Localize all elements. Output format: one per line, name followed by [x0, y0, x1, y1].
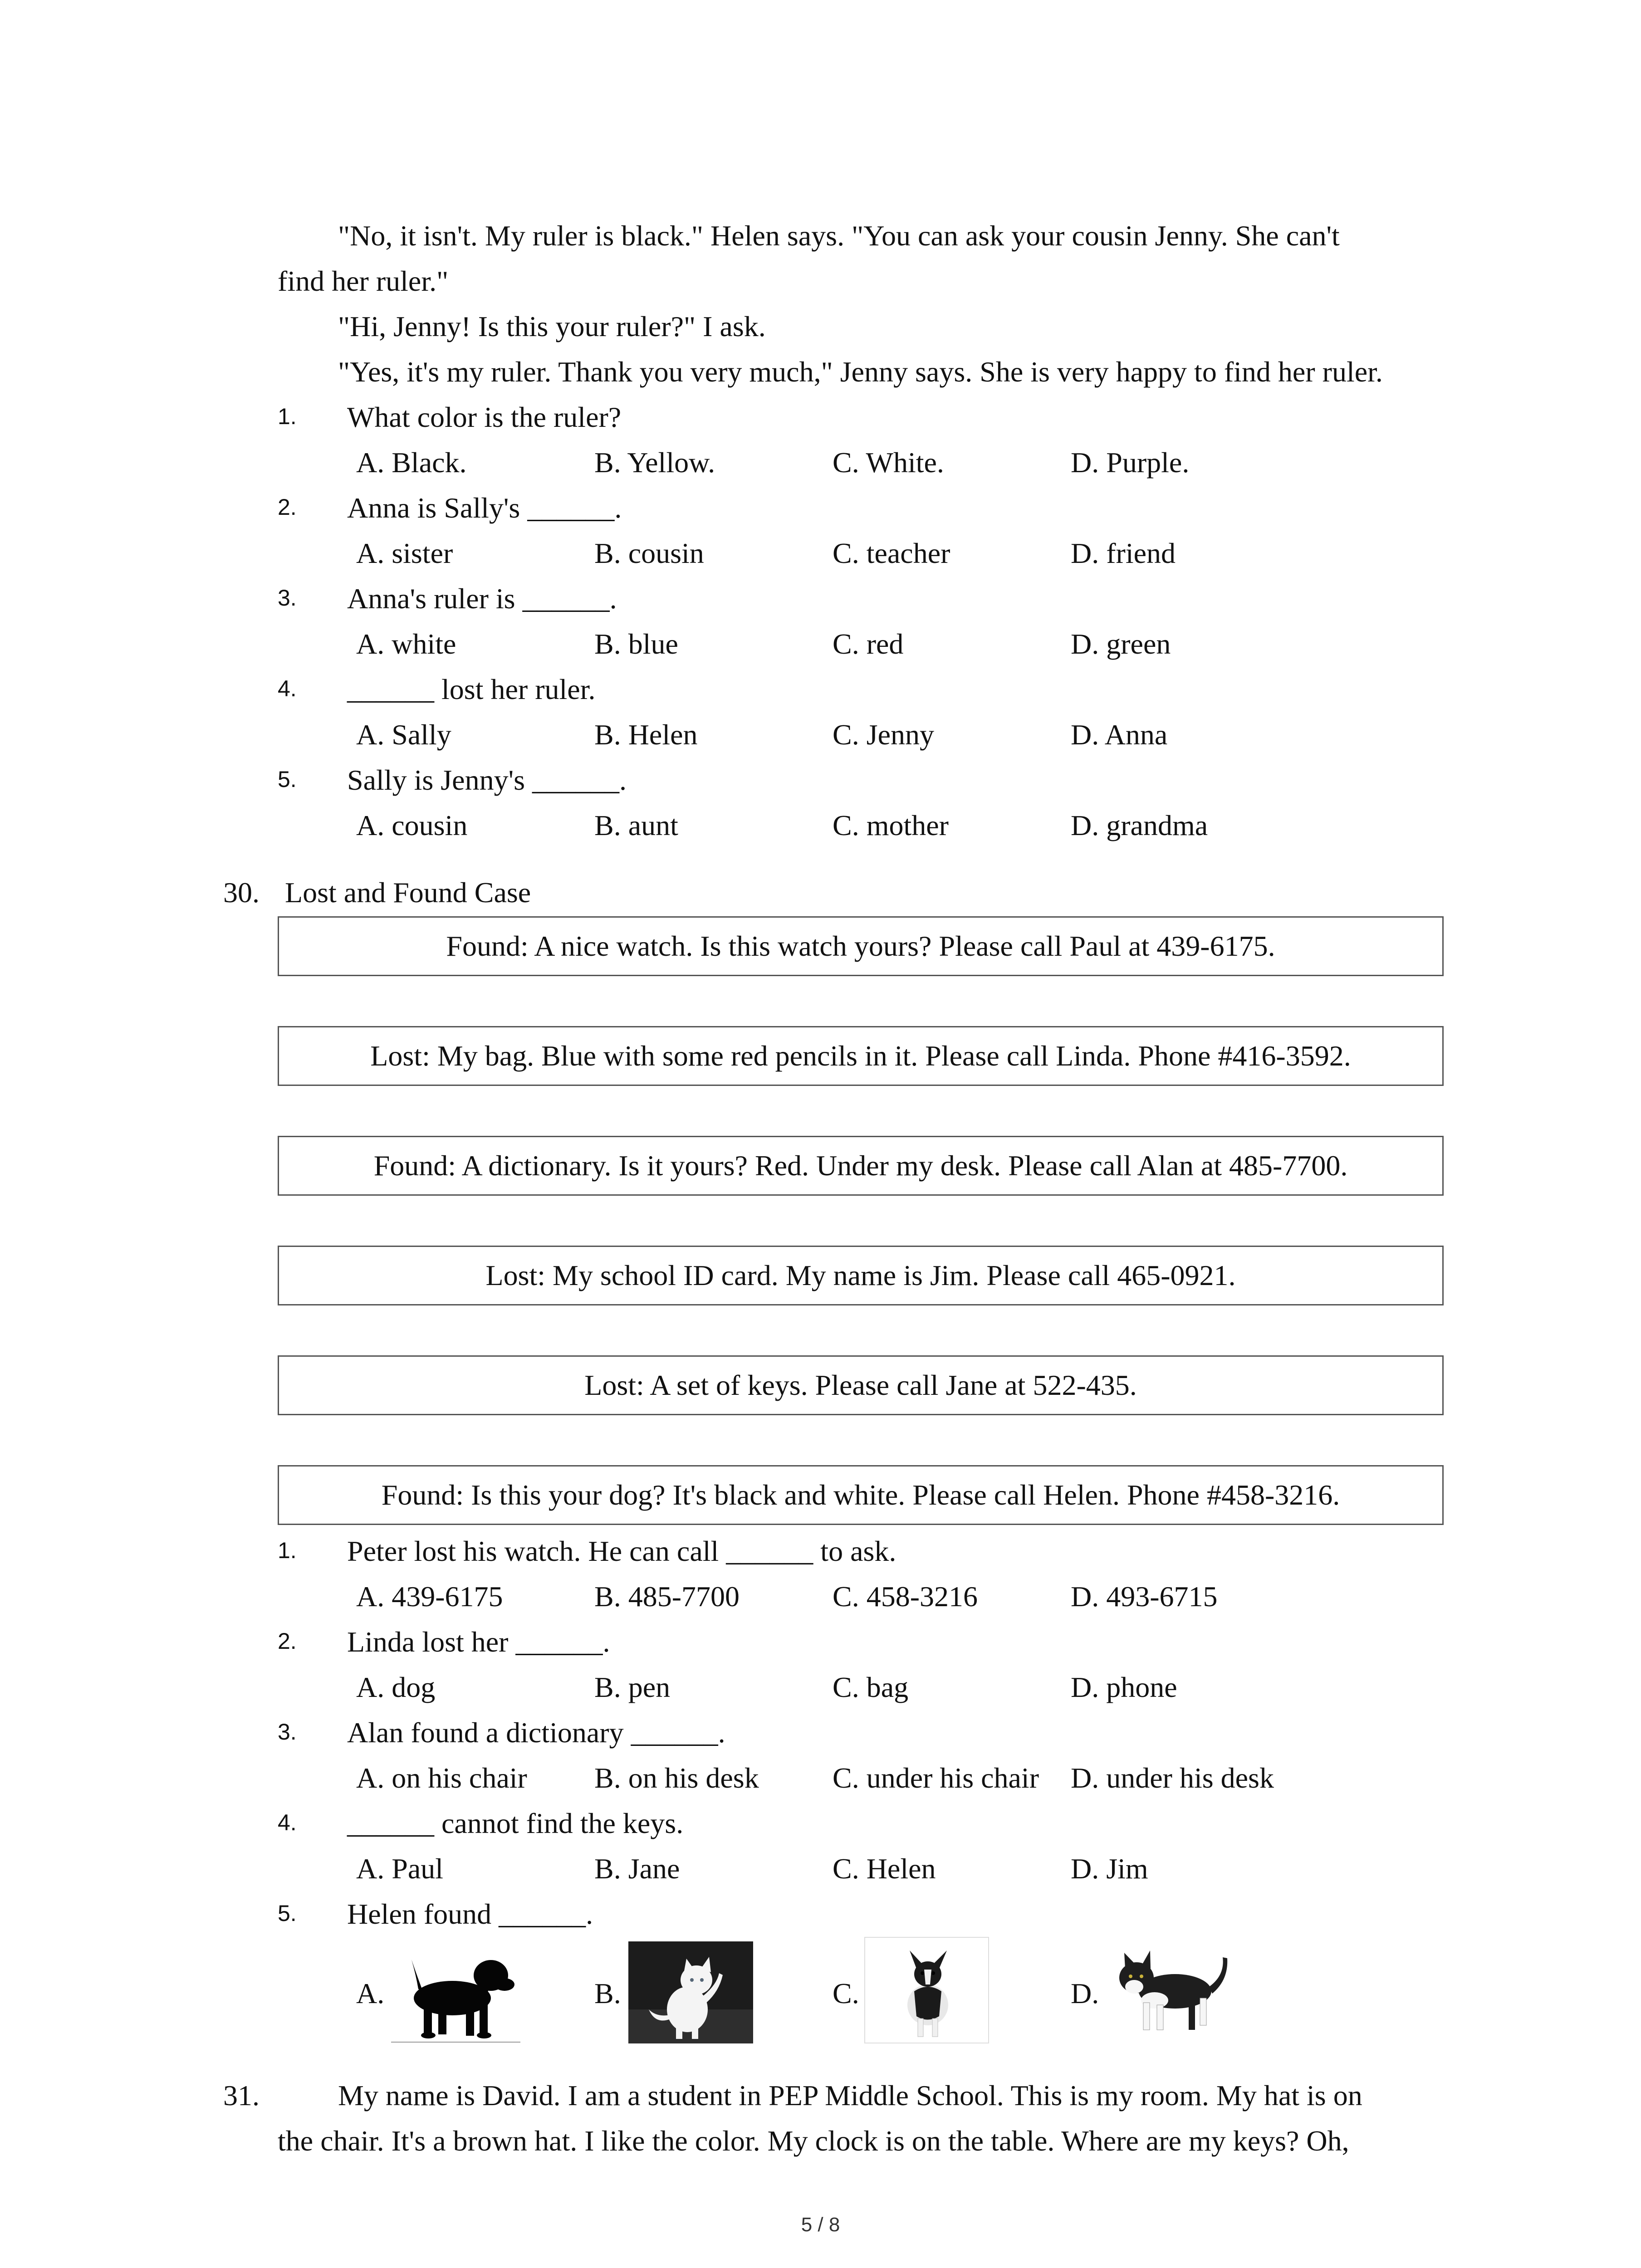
- section-number: 30.: [223, 876, 260, 909]
- question-stem: Peter lost his watch. He can call ______ to ask.: [347, 1535, 896, 1567]
- section-title: Lost and Found Case: [285, 876, 531, 909]
- passage-line: find her ruler.": [278, 265, 449, 297]
- question-number: 2.: [278, 1628, 297, 1654]
- option-c[interactable]: C. Helen: [833, 1853, 936, 1885]
- option-a[interactable]: A. white: [356, 628, 456, 660]
- option-a[interactable]: A.: [356, 1977, 385, 2009]
- option-c[interactable]: C. bag: [833, 1671, 909, 1703]
- black-white-dog-image[interactable]: [864, 1937, 989, 2043]
- notice-box: Lost: My bag. Blue with some red pencils in it. Please call Linda. Phone #416-3592.: [278, 1026, 1444, 1086]
- passage-line: "Hi, Jenny! Is this your ruler?" I ask.: [338, 310, 766, 342]
- option-d[interactable]: D. grandma: [1071, 809, 1208, 841]
- option-c[interactable]: C. 458-3216: [833, 1580, 978, 1613]
- passage-line: the chair. It's a brown hat. I like the color. My clock is on the table. Where are my keys? Oh,: [278, 2125, 1349, 2157]
- option-b[interactable]: B. aunt: [594, 809, 678, 841]
- notice-box: Found: A nice watch. Is this watch yours? Please call Paul at 439-6175.: [278, 916, 1444, 976]
- section-number: 31.: [223, 2079, 260, 2112]
- option-c[interactable]: C. Jenny: [833, 719, 934, 751]
- question-number: 1.: [278, 404, 297, 429]
- passage-line: "Yes, it's my ruler. Thank you very much," Jenny says. She is very happy to find her ruler.: [338, 356, 1383, 388]
- question-number: 3.: [278, 585, 297, 611]
- question-stem: What color is the ruler?: [347, 401, 622, 433]
- question-stem: Linda lost her ______.: [347, 1626, 610, 1658]
- option-c[interactable]: C. White.: [833, 446, 944, 479]
- option-a[interactable]: A. Sally: [356, 719, 451, 751]
- question-number: 3.: [278, 1719, 297, 1745]
- option-d[interactable]: D. phone: [1071, 1671, 1177, 1703]
- option-c[interactable]: C. under his chair: [833, 1762, 1039, 1794]
- option-b[interactable]: B. on his desk: [594, 1762, 759, 1794]
- option-d[interactable]: D. under his desk: [1071, 1762, 1274, 1794]
- question-number: 5.: [278, 767, 297, 792]
- option-d[interactable]: D. Anna: [1071, 719, 1168, 751]
- option-d[interactable]: D. friend: [1071, 537, 1176, 569]
- option-d[interactable]: D. 493-6715: [1071, 1580, 1218, 1613]
- option-b[interactable]: B. Jane: [594, 1853, 680, 1885]
- option-b[interactable]: B. Helen: [594, 719, 698, 751]
- black-dog-silhouette-image[interactable]: [391, 1941, 520, 2043]
- black-white-cat-image[interactable]: [1107, 1939, 1232, 2041]
- question-stem: ______ lost her ruler.: [347, 673, 596, 705]
- option-b[interactable]: B. pen: [594, 1671, 671, 1703]
- question-stem: Anna is Sally's ______.: [347, 492, 622, 524]
- question-number: 5.: [278, 1901, 297, 1926]
- option-c[interactable]: C.: [833, 1977, 859, 2009]
- option-c[interactable]: C. red: [833, 628, 904, 660]
- notice-box: Found: A dictionary. Is it yours? Red. Under my desk. Please call Alan at 485-7700.: [278, 1136, 1444, 1196]
- white-kitten-image[interactable]: [628, 1941, 753, 2043]
- question-number: 1.: [278, 1538, 297, 1563]
- option-a[interactable]: A. Black.: [356, 446, 467, 479]
- option-a[interactable]: A. 439-6175: [356, 1580, 503, 1613]
- option-d[interactable]: D. Purple.: [1071, 446, 1190, 479]
- option-a[interactable]: A. on his chair: [356, 1762, 527, 1794]
- passage-line: My name is David. I am a student in PEP Middle School. This is my room. My hat is on: [338, 2079, 1362, 2112]
- question-stem: ______ cannot find the keys.: [347, 1807, 684, 1839]
- passage-line: "No, it isn't. My ruler is black." Helen says. "You can ask your cousin Jenny. She can't: [338, 220, 1340, 252]
- option-b[interactable]: B. Yellow.: [594, 446, 715, 479]
- option-b[interactable]: B. 485-7700: [594, 1580, 740, 1613]
- question-number: 4.: [278, 1810, 297, 1835]
- question-stem: Anna's ruler is ______.: [347, 582, 617, 615]
- question-number: 2.: [278, 494, 297, 520]
- notice-box: Lost: My school ID card. My name is Jim. Please call 465-0921.: [278, 1246, 1444, 1305]
- option-c[interactable]: C. mother: [833, 809, 949, 841]
- question-number: 4.: [278, 676, 297, 701]
- option-a[interactable]: A. sister: [356, 537, 453, 569]
- option-d[interactable]: D.: [1071, 1977, 1099, 2009]
- option-a[interactable]: A. cousin: [356, 809, 468, 841]
- question-stem: Helen found ______.: [347, 1898, 593, 1930]
- notice-box: Found: Is this your dog? It's black and white. Please call Helen. Phone #458-3216.: [278, 1465, 1444, 1525]
- option-b[interactable]: B. blue: [594, 628, 678, 660]
- question-stem: Alan found a dictionary ______.: [347, 1716, 725, 1749]
- option-b[interactable]: B.: [594, 1977, 621, 2009]
- notice-box: Lost: A set of keys. Please call Jane at 522-435.: [278, 1355, 1444, 1415]
- option-a[interactable]: A. dog: [356, 1671, 436, 1703]
- option-a[interactable]: A. Paul: [356, 1853, 443, 1885]
- option-d[interactable]: D. green: [1071, 628, 1171, 660]
- question-stem: Sally is Jenny's ______.: [347, 764, 627, 796]
- option-c[interactable]: C. teacher: [833, 537, 950, 569]
- page-number: 5 / 8: [801, 2214, 840, 2236]
- option-b[interactable]: B. cousin: [594, 537, 704, 569]
- option-d[interactable]: D. Jim: [1071, 1853, 1148, 1885]
